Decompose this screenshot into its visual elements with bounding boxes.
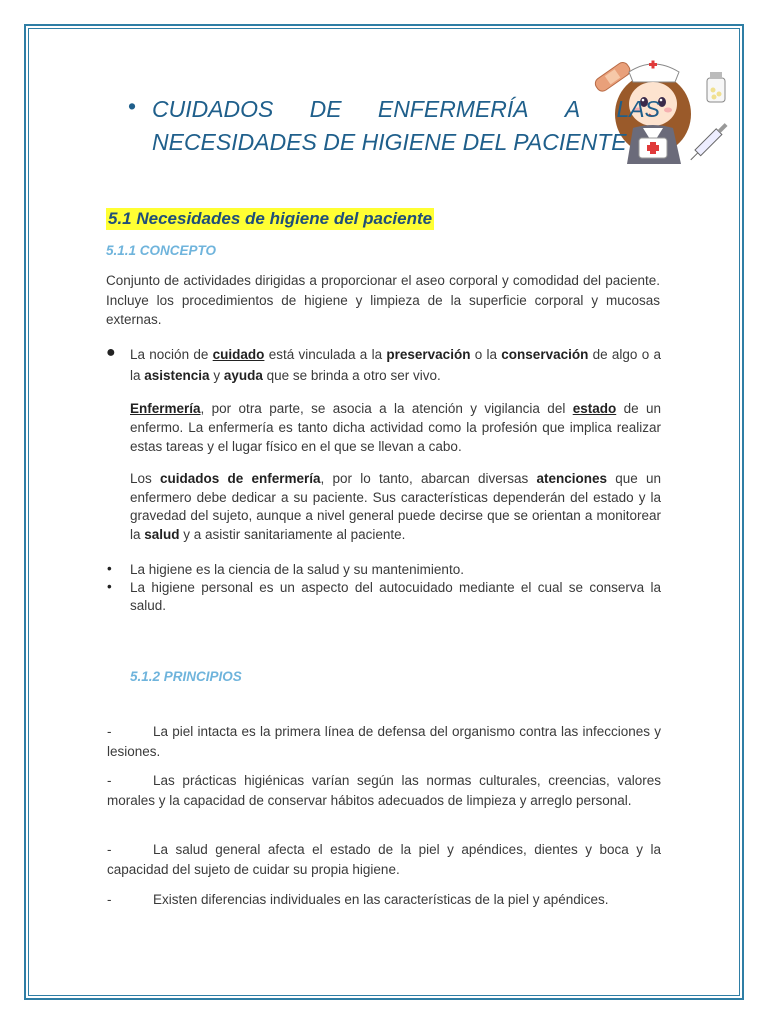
principio-item: - Existen diferencias individuales en las características de la piel y apéndices. bbox=[107, 892, 609, 907]
bullet-paragraph-3: Los cuidados de enfermería, por lo tanto, abarcan diversas atenciones que un enfermero debe dedicar a su paciente. Sus características dependerán del estado y la gravedad del sujeto, aunque a nivel general puede decirse que se orientan a monitorear la salud y a asistir sanitariamente al paciente. bbox=[130, 471, 661, 542]
principios-heading: 5.1.2 PRINCIPIOS bbox=[130, 669, 242, 684]
title-line-2: NECESIDADES DE HIGIENE DEL PACIENTE bbox=[152, 129, 627, 155]
title-bullet-icon: • bbox=[128, 93, 137, 119]
small-bullet-item: La higiene es la ciencia de la salud y su mantenimiento. bbox=[130, 562, 464, 577]
section-heading: 5.1 Necesidades de higiene del paciente bbox=[108, 209, 433, 228]
small-bullet-icon: • bbox=[107, 561, 112, 576]
bullet-paragraph-2: Enfermería, por otra parte, se asocia a la atención y vigilancia del estado de un enfermo. La enfermería es tanto dicha actividad como la profesión que implica realizar estas tareas y el lugar físico en el que se llevan a cabo. bbox=[130, 401, 661, 454]
title-word: A bbox=[564, 96, 581, 122]
title-line-1 bbox=[130, 93, 660, 126]
bullet-icon: ● bbox=[106, 344, 116, 361]
title-word: ENFERMERÍA bbox=[377, 96, 529, 122]
small-bullet-icon: • bbox=[107, 579, 112, 594]
title-word: CUIDADOS bbox=[152, 96, 274, 122]
title-word: DE bbox=[309, 96, 342, 122]
principio-item: - La salud general afecta el estado de la piel y apéndices, dientes y boca y la capacidad del sujeto de cuidar su propia higiene. bbox=[107, 842, 661, 877]
principio-item: - Las prácticas higiénicas varían según las normas culturales, creencias, valores morales y la capacidad de conservar hábitos adecuados de limpieza y arreglo personal. bbox=[107, 773, 661, 808]
principio-item: - La piel intacta es la primera línea de defensa del organismo contra las infecciones y lesiones. bbox=[107, 724, 661, 759]
concepto-heading: 5.1.1 CONCEPTO bbox=[106, 243, 217, 258]
small-bullet-item: La higiene personal es un aspecto del autocuidado mediante el cual se conserva la salud. bbox=[130, 580, 661, 613]
title-word: LAS bbox=[616, 96, 660, 122]
bullet-paragraph-1: La noción de cuidado está vinculada a la preservación o la conservación de algo o a la asistencia y ayuda que se brinda a otro ser vivo. bbox=[130, 347, 662, 383]
concepto-paragraph: Conjunto de actividades dirigidas a proporcionar el aseo corporal y comodidad del paciente. Incluye los procedimientos de higiene y limpieza de la superficie corporal y mucosas externas. bbox=[106, 273, 660, 327]
document-title bbox=[130, 93, 660, 159]
